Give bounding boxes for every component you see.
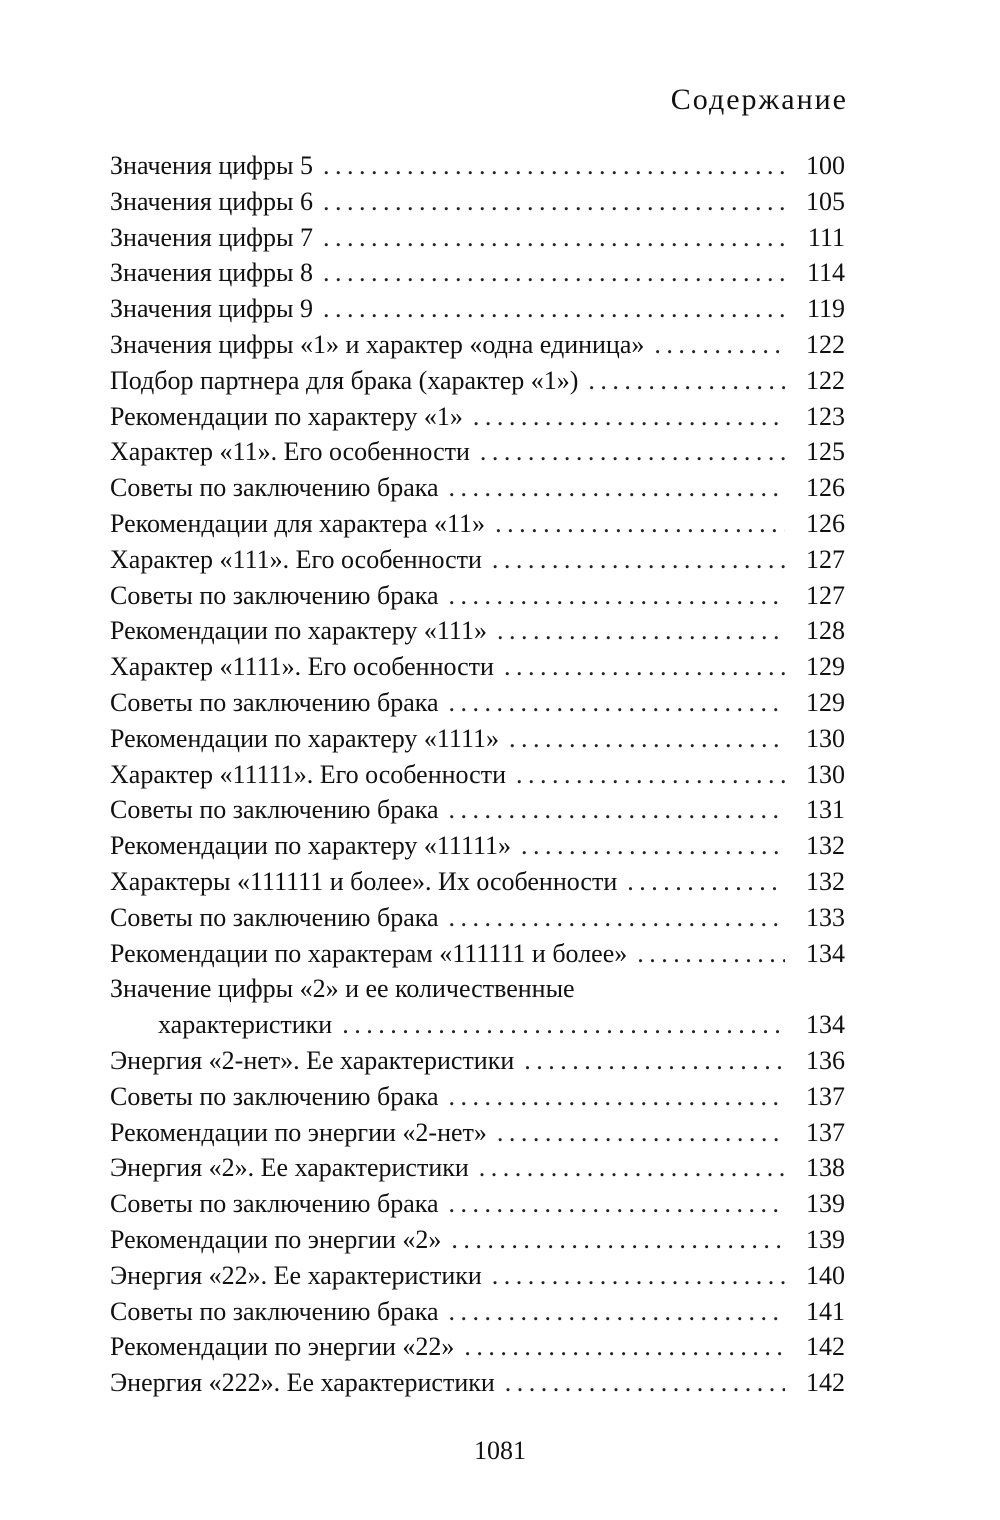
toc-entry-title: Энергия «222». Ее характеристики bbox=[110, 1368, 495, 1398]
toc-entry bbox=[110, 721, 845, 757]
dot-leader bbox=[323, 220, 785, 256]
dot-leader bbox=[323, 148, 785, 184]
toc-entry-page: 127 bbox=[806, 544, 845, 574]
toc-entry-page: 130 bbox=[806, 723, 845, 753]
toc-entry bbox=[110, 291, 845, 327]
dot-leader bbox=[449, 1294, 785, 1330]
toc-entry-page: 122 bbox=[806, 365, 845, 395]
toc-entry-title: Рекомендации по энергии «22» bbox=[110, 1332, 455, 1362]
dot-leader bbox=[497, 613, 785, 649]
toc-entry-page: 129 bbox=[806, 652, 845, 682]
dot-leader bbox=[521, 828, 785, 864]
toc-entry bbox=[110, 1186, 845, 1222]
toc-entry-title: Советы по заключению брака bbox=[110, 473, 439, 503]
toc-entry-page: 136 bbox=[806, 1045, 845, 1075]
dot-leader bbox=[588, 363, 785, 399]
toc-entry-title: Характер «11111». Его особенности bbox=[110, 759, 506, 789]
dot-leader bbox=[637, 936, 785, 972]
running-title: Содержание bbox=[670, 83, 848, 116]
dot-leader bbox=[495, 506, 785, 542]
dot-leader bbox=[464, 1329, 785, 1365]
toc-entry-title: Советы по заключению брака bbox=[110, 1189, 439, 1219]
toc-entry-page: 138 bbox=[806, 1153, 845, 1183]
toc-entry-page: 130 bbox=[806, 759, 845, 789]
toc-entry bbox=[110, 542, 845, 578]
toc-entry-page: 127 bbox=[806, 580, 845, 610]
toc-entry-page: 140 bbox=[806, 1260, 845, 1290]
toc-entry bbox=[110, 685, 845, 721]
toc-entry-title: Энергия «2». Ее характеристики bbox=[110, 1153, 469, 1183]
toc-entry-title: Энергия «2-нет». Ее характеристики bbox=[110, 1045, 515, 1075]
toc-entry-title: Характер «111». Его особенности bbox=[110, 544, 482, 574]
dot-leader bbox=[449, 1186, 785, 1222]
toc-entry-title: Характер «11». Его особенности bbox=[110, 437, 470, 467]
toc-entry bbox=[110, 148, 845, 184]
toc-entry-page: 134 bbox=[806, 938, 845, 968]
toc-entry-title: Советы по заключению брака bbox=[110, 580, 439, 610]
dot-leader bbox=[449, 792, 785, 828]
toc-entry-page: 125 bbox=[806, 437, 845, 467]
toc-entry bbox=[110, 1079, 845, 1115]
dot-leader bbox=[449, 685, 785, 721]
dot-leader bbox=[492, 542, 785, 578]
toc-entry-page: 132 bbox=[806, 831, 845, 861]
toc-entry bbox=[110, 434, 845, 470]
toc-entry bbox=[110, 220, 845, 256]
toc-entry-title: Значение цифры «2» и ее количественные bbox=[110, 974, 575, 1004]
dot-leader bbox=[524, 1043, 785, 1079]
dot-leader bbox=[449, 1079, 785, 1115]
toc-entry-page: 100 bbox=[806, 151, 845, 180]
toc-entry-title: Значения цифры 7 bbox=[110, 222, 313, 252]
toc-entry-title: Советы по заключению брака bbox=[110, 687, 439, 717]
toc-entry-page: 123 bbox=[806, 401, 845, 431]
dot-leader bbox=[342, 1007, 785, 1043]
toc-entry-page: 142 bbox=[806, 1368, 845, 1398]
toc-entry-title: Значения цифры «1» и характер «одна единица» bbox=[110, 329, 645, 359]
dot-leader bbox=[497, 1115, 785, 1151]
toc-entry-title: Советы по заключению брака bbox=[110, 902, 439, 932]
toc-entry-page: 131 bbox=[806, 795, 845, 825]
toc-entry-title-continued: характеристики bbox=[158, 1010, 333, 1040]
toc-entry bbox=[110, 1329, 845, 1365]
toc-entry-page: 126 bbox=[806, 508, 845, 538]
toc-entry-page: 142 bbox=[806, 1332, 845, 1362]
toc-entry bbox=[110, 506, 845, 542]
toc-entry bbox=[110, 900, 845, 936]
toc-entry-title: Значения цифры 8 bbox=[110, 258, 313, 288]
toc-entry bbox=[110, 1258, 845, 1294]
dot-leader bbox=[505, 1365, 785, 1401]
dot-leader bbox=[449, 900, 785, 936]
toc-entry bbox=[110, 1294, 845, 1330]
toc-entry bbox=[110, 327, 845, 363]
toc-entry-page: 137 bbox=[806, 1117, 845, 1147]
toc-entry-title: Значения цифры 5 bbox=[110, 151, 313, 180]
toc-entry-title: Рекомендации по характеру «11111» bbox=[110, 831, 512, 861]
toc-entry-title: Рекомендации по характеру «111» bbox=[110, 616, 487, 646]
dot-leader bbox=[323, 255, 785, 291]
toc-entry-title: Значения цифры 6 bbox=[110, 186, 313, 216]
toc-entry bbox=[110, 649, 845, 685]
dot-leader bbox=[516, 757, 785, 793]
toc-entry bbox=[110, 1115, 845, 1151]
toc-entry bbox=[110, 757, 845, 793]
toc-entry-page: 132 bbox=[806, 866, 845, 896]
toc-entry-title: Рекомендации по энергии «2» bbox=[110, 1224, 442, 1254]
toc-entry bbox=[110, 936, 845, 972]
dot-leader bbox=[451, 1222, 785, 1258]
toc-entry bbox=[110, 399, 845, 435]
dot-leader bbox=[479, 1150, 785, 1186]
dot-leader bbox=[473, 399, 785, 435]
toc-entry-title: Значения цифры 9 bbox=[110, 294, 313, 324]
dot-leader bbox=[504, 649, 785, 685]
toc-entry bbox=[110, 255, 845, 291]
toc-entry bbox=[110, 578, 845, 614]
toc-entry-title: Характеры «111111 и более». Их особенности bbox=[110, 866, 618, 896]
toc-entry-title: Рекомендации для характера «11» bbox=[110, 508, 486, 538]
toc-entry bbox=[110, 1222, 845, 1258]
dot-leader bbox=[323, 291, 785, 327]
toc-entry-page: 105 bbox=[806, 186, 845, 216]
dot-leader bbox=[449, 470, 785, 506]
toc-entry bbox=[110, 1150, 845, 1186]
toc-entry-title: Характер «1111». Его особенности bbox=[110, 652, 494, 682]
toc-entry-title: Рекомендации по характерам «111111 и более» bbox=[110, 938, 628, 968]
toc-entry bbox=[110, 363, 845, 399]
toc-entry-title: Советы по заключению брака bbox=[110, 1296, 439, 1326]
toc-entry-page: 139 bbox=[806, 1224, 845, 1254]
toc-entry-page: 114 bbox=[806, 258, 845, 288]
dot-leader bbox=[323, 184, 785, 220]
toc-entry-page: 134 bbox=[806, 1010, 845, 1040]
toc-entry bbox=[110, 864, 845, 900]
toc-entry bbox=[110, 613, 845, 649]
toc-entry bbox=[110, 1365, 845, 1401]
toc-entry-page: 139 bbox=[806, 1189, 845, 1219]
toc-entry bbox=[110, 184, 845, 220]
toc-entry-title: Рекомендации по характеру «1» bbox=[110, 401, 463, 431]
toc-entry-title: Советы по заключению брака bbox=[110, 795, 439, 825]
dot-leader bbox=[492, 1258, 785, 1294]
dot-leader bbox=[627, 864, 785, 900]
toc-entry-page: 137 bbox=[806, 1081, 845, 1111]
dot-leader bbox=[654, 327, 785, 363]
toc-entry-page: 119 bbox=[806, 294, 845, 324]
toc-entry-multiline-head bbox=[110, 971, 845, 1007]
toc-entry bbox=[110, 828, 845, 864]
toc-entry-page: 122 bbox=[806, 329, 845, 359]
toc-entry-page: 128 bbox=[806, 616, 845, 646]
dot-leader bbox=[480, 434, 785, 470]
toc-entry bbox=[110, 792, 845, 828]
toc-entry-title: Советы по заключению брака bbox=[110, 1081, 439, 1111]
toc-entry-title: Рекомендации по характеру «1111» bbox=[110, 723, 499, 753]
toc-entry-title: Рекомендации по энергии «2-нет» bbox=[110, 1117, 487, 1147]
toc-entry-page: 111 bbox=[807, 222, 845, 252]
toc-entry-page: 129 bbox=[806, 687, 845, 717]
toc-entry-page: 141 bbox=[806, 1296, 845, 1326]
table-of-contents bbox=[110, 148, 845, 1401]
toc-entry-page: 133 bbox=[806, 902, 845, 932]
toc-entry-title: Энергия «22». Ее характеристики bbox=[110, 1260, 482, 1290]
toc-entry bbox=[110, 470, 845, 506]
toc-entry-continuation bbox=[110, 1007, 845, 1043]
toc-entry-title: Подбор партнера для брака (характер «1») bbox=[110, 365, 579, 395]
toc-entry bbox=[110, 1043, 845, 1079]
dot-leader bbox=[449, 578, 785, 614]
dot-leader bbox=[509, 721, 785, 757]
page-number: 1081 bbox=[474, 1436, 526, 1465]
toc-entry-page: 126 bbox=[806, 473, 845, 503]
